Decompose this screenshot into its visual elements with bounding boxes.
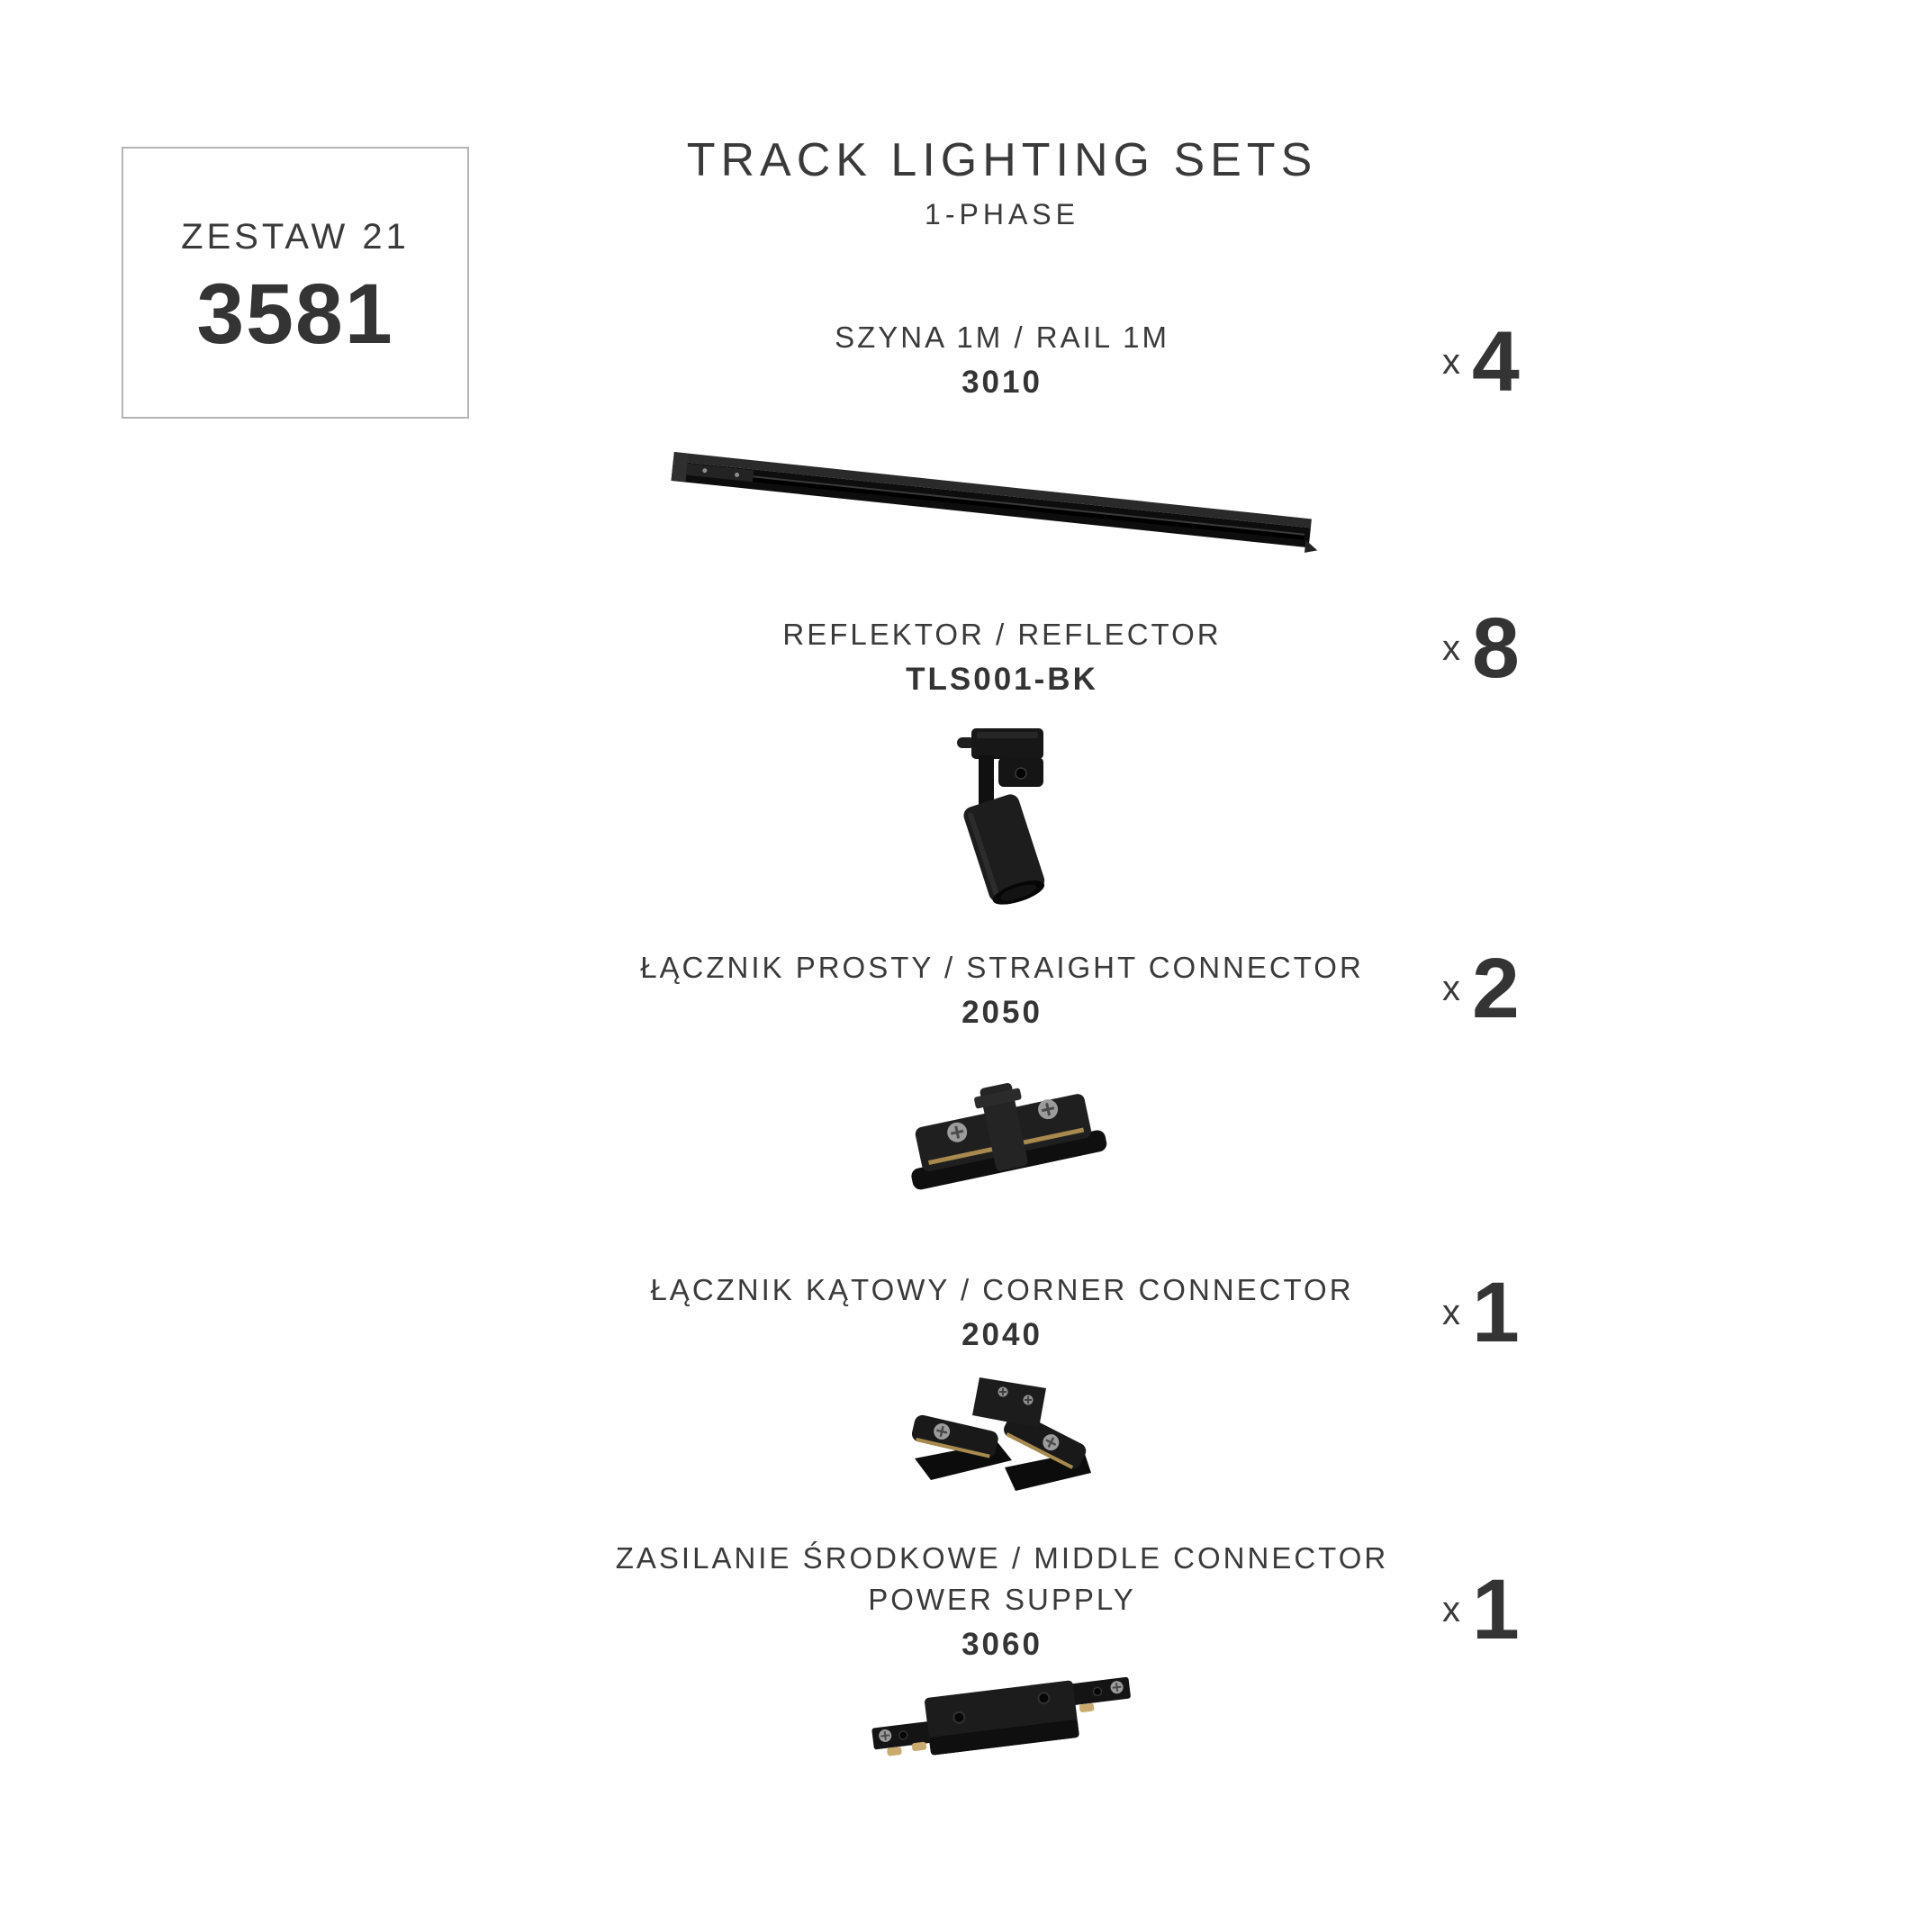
item-rail-quantity (1442, 308, 1520, 416)
item-middle-connector-text (462, 1538, 1542, 1665)
quantity-value: 2 (1472, 940, 1520, 1036)
corner-connector-image (911, 1370, 1091, 1496)
times-symbol: x (1442, 968, 1460, 1008)
item-straight-connector-text (462, 947, 1542, 1033)
set-badge (122, 147, 469, 419)
times-symbol: x (1442, 627, 1460, 668)
item-rail-text (462, 317, 1542, 402)
quantity-value: 8 (1472, 600, 1520, 696)
reflector-icon (939, 723, 1070, 907)
rail-1m-icon (666, 438, 1323, 555)
times-symbol: x (1442, 1292, 1460, 1332)
item-name: SZYNA 1M / RAIL 1M (835, 320, 1169, 354)
item-code: 2040 (961, 1317, 1043, 1352)
quantity-value: 1 (1472, 1561, 1520, 1657)
reflector-image (939, 723, 1070, 907)
item-code: 2050 (961, 995, 1043, 1030)
middle-connector-image (870, 1667, 1135, 1766)
item-name: REFLEKTOR / REFLECTOR (782, 618, 1222, 651)
item-reflector-quantity (1442, 594, 1520, 702)
page-title: TRACK LIGHTING SETS (686, 134, 1318, 186)
item-straight-connector-quantity (1442, 934, 1520, 1043)
set-number: 3581 (196, 266, 394, 362)
item-name: ZASILANIE ŚRODKOWE / MIDDLE CONNECTOR (615, 1541, 1389, 1575)
item-code: TLS001-BK (906, 662, 1098, 697)
item-code: 3060 (961, 1627, 1043, 1662)
straight-connector-image (894, 1065, 1115, 1200)
rail-1m-image (666, 438, 1323, 555)
item-middle-connector-quantity (1442, 1556, 1520, 1664)
item-reflector-text (462, 614, 1542, 700)
item-code: 3010 (961, 365, 1043, 400)
times-symbol: x (1442, 341, 1460, 382)
quantity-value: 1 (1472, 1264, 1520, 1360)
item-name: ŁĄCZNIK PROSTY / STRAIGHT CONNECTOR (640, 951, 1364, 984)
item-name: ŁĄCZNIK KĄTOWY / CORNER CONNECTOR (650, 1273, 1354, 1306)
item-name-line2: POWER SUPPLY (868, 1583, 1136, 1616)
quantity-value: 4 (1472, 313, 1520, 410)
page-header (462, 135, 1542, 232)
page-subtitle: 1-PHASE (925, 198, 1079, 230)
times-symbol: x (1442, 1589, 1460, 1630)
item-corner-connector-quantity (1442, 1259, 1520, 1367)
straight-connector-icon (894, 1065, 1115, 1200)
item-corner-connector-text (462, 1269, 1542, 1355)
corner-connector-icon (911, 1370, 1091, 1496)
set-label: ZESTAW 21 (181, 217, 410, 257)
middle-connector-icon (870, 1667, 1135, 1766)
